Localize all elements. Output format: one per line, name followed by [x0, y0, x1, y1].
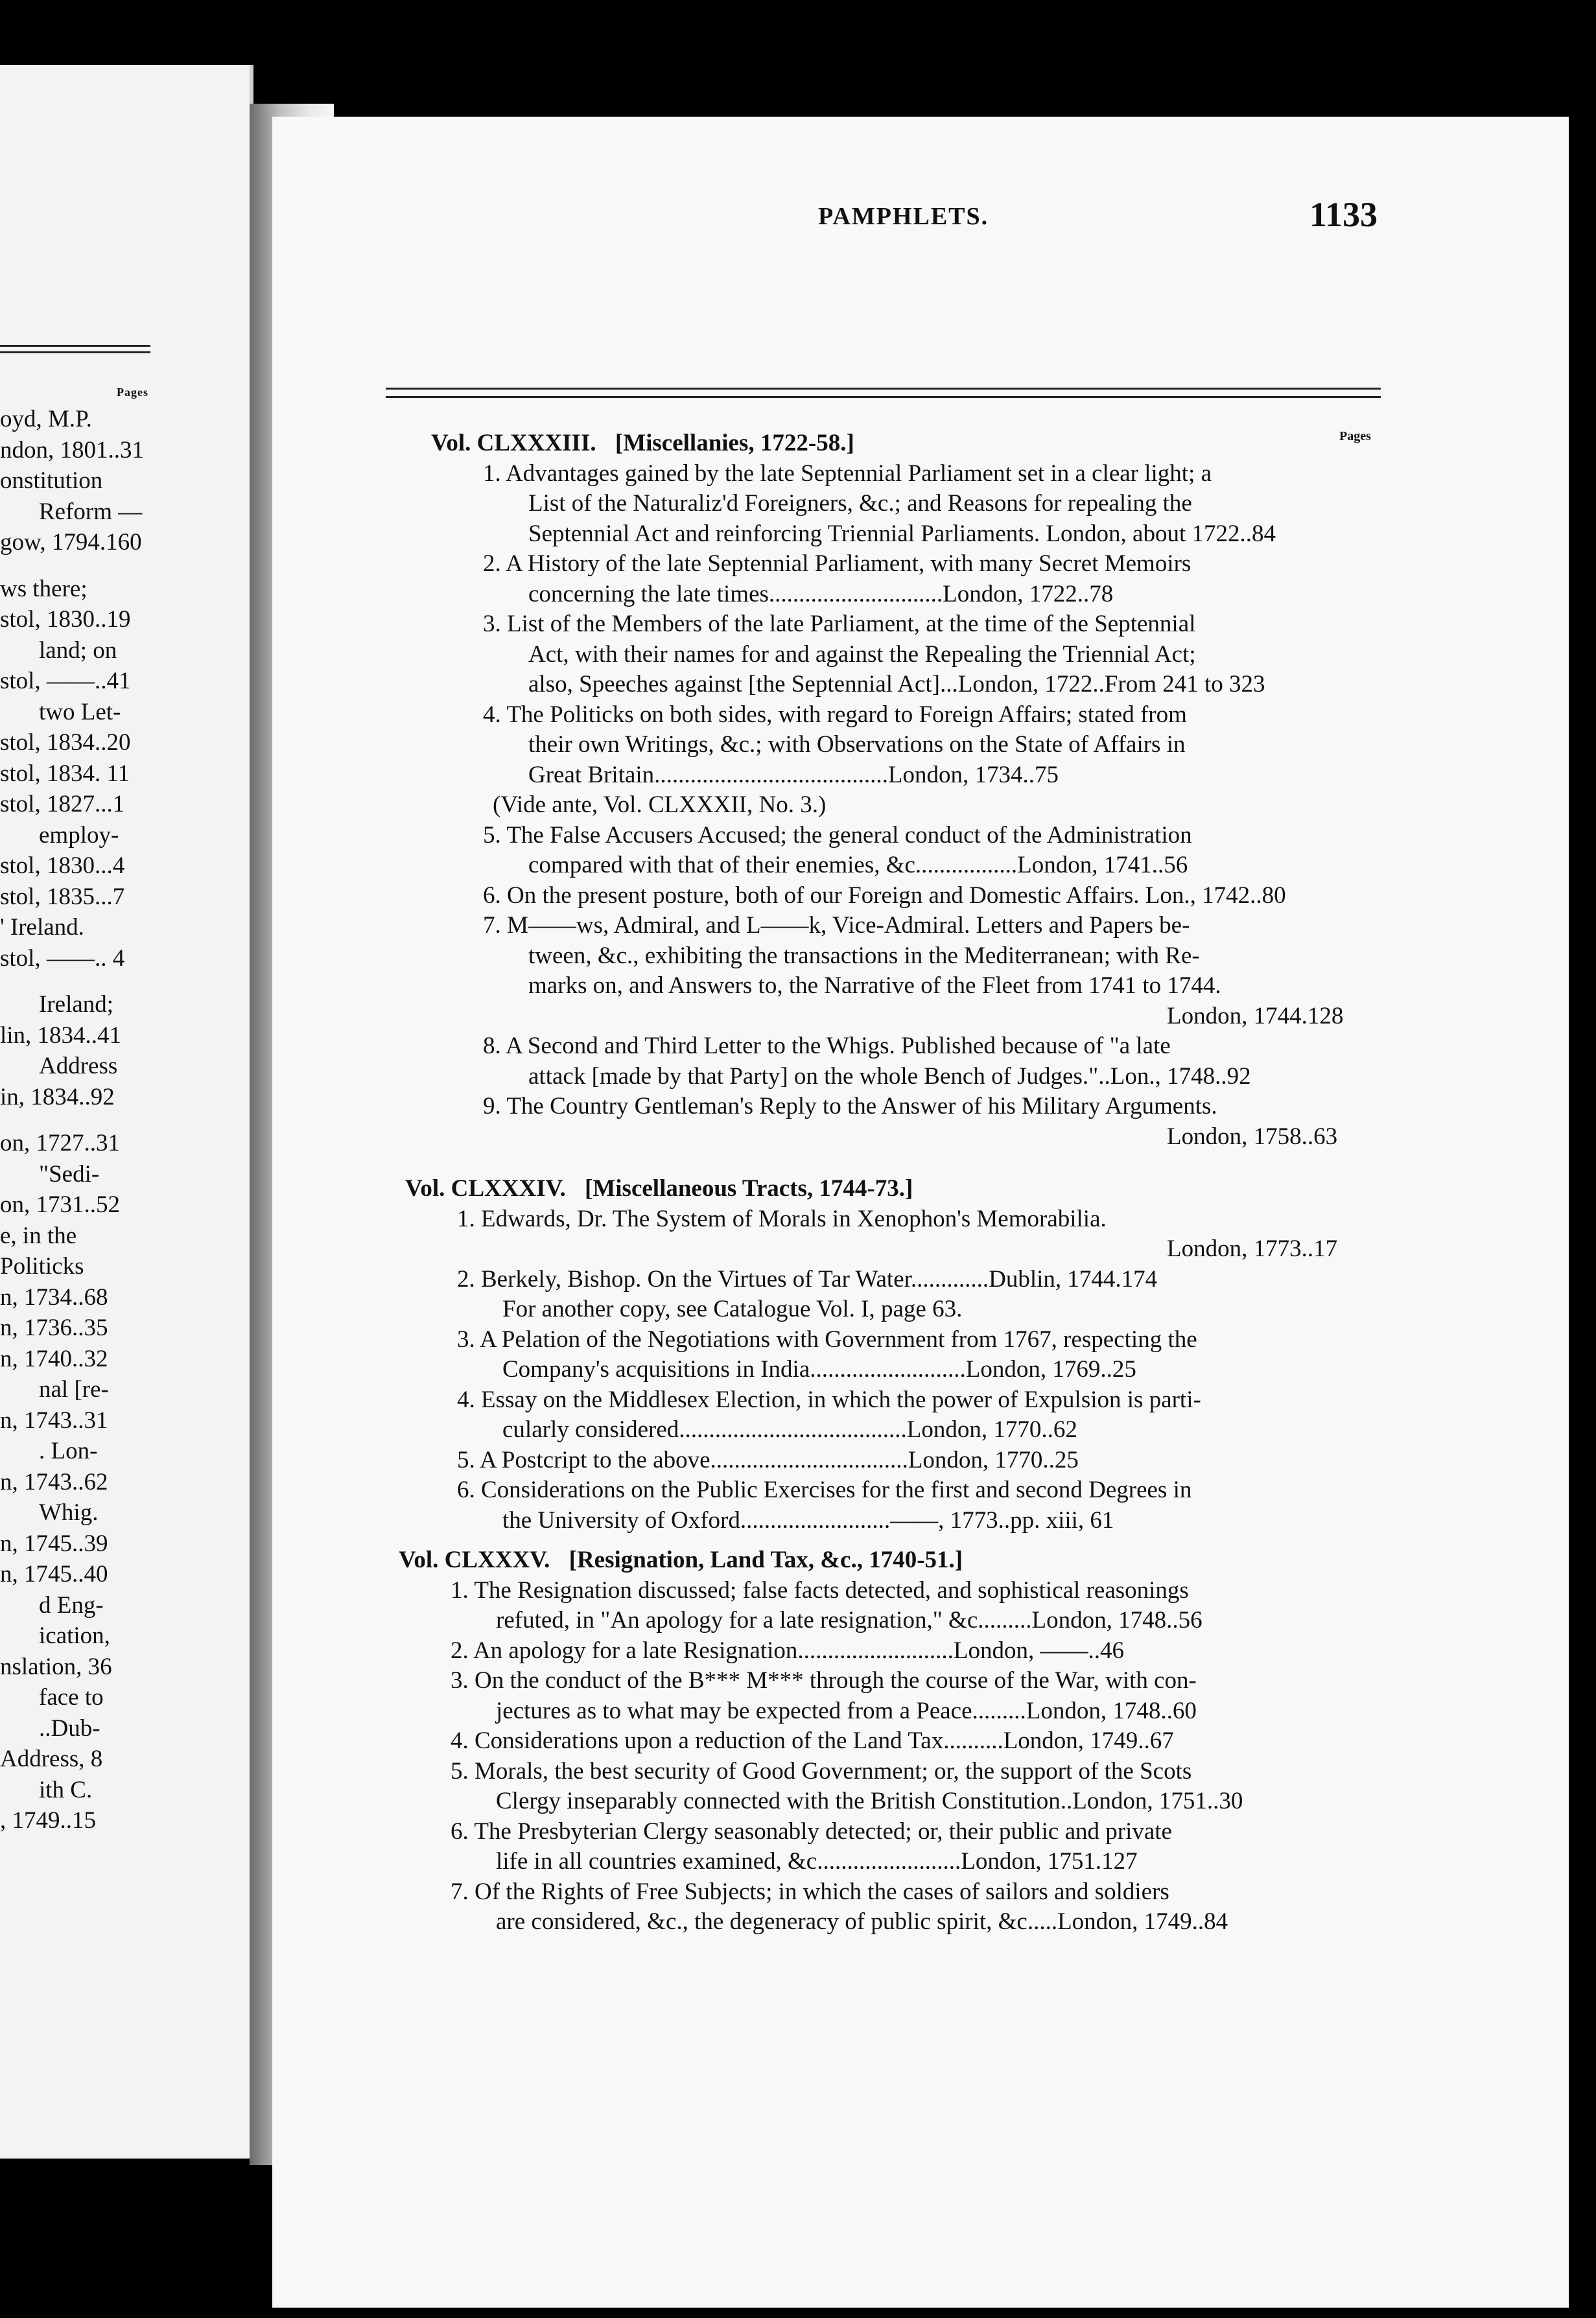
entry-line: are considered, &c., the degeneracy of public spirit, &c.....London, 1749..84: [496, 1908, 1228, 1935]
entry-line: 7. M——ws, Admiral, and L——k, Vice-Admiral. Letters and Papers be-: [483, 912, 1190, 939]
entry-line: 2. A History of the late Septennial Parliament, with many Secret Memoirs: [483, 550, 1191, 577]
left-page-line: Politicks: [0, 1253, 84, 1280]
left-page-line: . Lon-: [39, 1438, 98, 1464]
volume-number: Vol. CLXXXIII.: [431, 430, 596, 456]
entry-line: 2. Berkely, Bishop. On the Virtues of Tar Water.............Dublin, 1744.174: [457, 1265, 1158, 1293]
left-page-line: lin, 1834..41: [0, 1022, 122, 1049]
volume-title: [Miscellanies, 1722-58.]: [609, 430, 854, 456]
left-page-line: nal [re-: [39, 1376, 109, 1403]
entry-line: concerning the late times.............................London, 1722..78: [528, 580, 1114, 607]
volume-number: Vol. CLXXXV.: [399, 1547, 550, 1573]
entry-line: their own Writings, &c.; with Observations on the State of Affairs in: [528, 731, 1186, 758]
left-page-line: employ-: [39, 821, 119, 849]
volume-title: [Miscellaneous Tracts, 1744-73.]: [578, 1175, 913, 1202]
entry-line: 3. A Pelation of the Negotiations with Government from 1767, respecting the: [457, 1326, 1197, 1353]
entry-line: marks on, and Answers to, the Narrative of the Fleet from 1741 to 1744.: [528, 972, 1221, 999]
rule: [386, 388, 1381, 390]
entry-line: cularly considered......................................London, 1770..62: [502, 1416, 1077, 1443]
left-page-line: stol, 1834. 11: [0, 760, 130, 787]
left-page-line: e, in the: [0, 1222, 77, 1249]
left-page-line: land; on: [39, 637, 117, 664]
entry-line: 8. A Second and Third Letter to the Whigs. Published because of "a late: [483, 1033, 1171, 1059]
left-page-line: n, 1743..62: [0, 1468, 108, 1495]
left-page-line: "Sedi-: [39, 1160, 100, 1188]
pages-label: Pages: [1339, 429, 1371, 443]
left-page-line: stol, 1830..19: [0, 606, 131, 633]
left-page: [0, 65, 253, 2159]
volume-title: [Resignation, Land Tax, &c., 1740-51.]: [563, 1547, 963, 1573]
entry-line: 4. Considerations upon a reduction of the Land Tax..........London, 1749..67: [451, 1727, 1174, 1754]
entry-line: jectures as to what may be expected from a Peace.........London, 1748..60: [496, 1697, 1197, 1724]
left-page-line: two Let-: [39, 698, 121, 725]
entry-line: 4. The Politicks on both sides, with regard to Foreign Affairs; stated from: [483, 701, 1187, 728]
left-page-line: Address: [39, 1053, 118, 1079]
left-page-line: Ireland;: [39, 991, 114, 1018]
entry-line: London, 1758..63: [1167, 1123, 1338, 1150]
entry-line: the University of Oxford.........................——, 1773..pp. xiii, 61: [502, 1506, 1114, 1534]
volume-heading: [405, 1175, 913, 1202]
entry-line: 1. Advantages gained by the late Septennial Parliament set in a clear light; a: [483, 460, 1212, 487]
entry-line: Septennial Act and reinforcing Triennial Parliaments. London, about 1722..84: [528, 520, 1276, 547]
entry-line: Clergy inseparably connected with the British Constitution..London, 1751..30: [496, 1788, 1243, 1814]
left-page-line: oyd, M.P.: [0, 406, 92, 432]
rule: [0, 351, 150, 353]
running-title: PAMPHLETS.: [818, 203, 989, 230]
left-page-line: on, 1731..52: [0, 1191, 120, 1218]
volume-heading: [431, 429, 854, 457]
left-page-line: gow, 1794.160: [0, 529, 142, 556]
left-page-line: in, 1834..92: [0, 1083, 115, 1110]
entry-line: Act, with their names for and against the Repealing the Triennial Act;: [528, 640, 1196, 668]
entry-line: 9. The Country Gentleman's Reply to the Answer of his Military Arguments.: [483, 1093, 1217, 1119]
left-page-line: stol, 1827...1: [0, 791, 125, 817]
entry-line: 5. Morals, the best security of Good Government; or, the support of the Scots: [451, 1757, 1192, 1785]
left-page-line: on, 1727..31: [0, 1130, 120, 1156]
left-page-line: stol, 1830...4: [0, 852, 125, 879]
left-page-line: nslation, 36: [0, 1653, 112, 1680]
rule: [386, 396, 1381, 398]
volume-heading: [399, 1546, 963, 1574]
left-page-line: n, 1734..68: [0, 1283, 108, 1311]
entry-line: 7. Of the Rights of Free Subjects; in which the cases of sailors and soldiers: [451, 1878, 1169, 1905]
entry-line: London, 1773..17: [1167, 1235, 1338, 1262]
left-page-line: n, 1745..39: [0, 1530, 108, 1557]
entry-line: 5. The False Accusers Accused; the general conduct of the Administration: [483, 821, 1192, 849]
entry-line: Company's acquisitions in India..........................London, 1769..25: [502, 1356, 1136, 1383]
left-page-line: , 1749..15: [0, 1807, 96, 1834]
entry-line: 3. List of the Members of the late Parliament, at the time of the Septennial: [483, 611, 1196, 637]
entry-line: List of the Naturaliz'd Foreigners, &c.; and Reasons for repealing the: [528, 490, 1192, 517]
left-page-line: ndon, 1801..31: [0, 436, 144, 463]
left-page-line: stol, 1834..20: [0, 729, 131, 756]
entry-line: also, Speeches against [the Septennial Act]...London, 1722..From 241 to 323: [528, 671, 1265, 697]
entry-line: 2. An apology for a late Resignation..........................London, ——..46: [451, 1637, 1124, 1664]
entry-line: attack [made by that Party] on the whole Bench of Judges."..Lon., 1748..92: [528, 1062, 1251, 1090]
left-page-line: ..Dub-: [39, 1715, 100, 1742]
left-page-line: n, 1736..35: [0, 1315, 108, 1341]
rule: [0, 345, 150, 347]
entry-line: London, 1744.128: [1167, 1002, 1344, 1029]
left-page-line: ' Ireland.: [0, 914, 84, 941]
left-page-line: Whig.: [39, 1499, 99, 1526]
entry-line: For another copy, see Catalogue Vol. I, page 63.: [502, 1296, 963, 1322]
entry-line: compared with that of their enemies, &c.................London, 1741..56: [528, 852, 1188, 878]
left-page-line: stol, ——..41: [0, 668, 131, 694]
volume-number: Vol. CLXXXIV.: [405, 1175, 566, 1202]
entry-line: Great Britain.......................................London, 1734..75: [528, 761, 1059, 788]
left-page-line: ith C.: [39, 1776, 93, 1803]
left-page-line: d Eng-: [39, 1591, 104, 1619]
left-page-line: n, 1745..40: [0, 1561, 108, 1587]
entry-line: (Vide ante, Vol. CLXXXII, No. 3.): [493, 791, 827, 818]
entry-line: 3. On the conduct of the B*** M*** through the course of the War, with con-: [451, 1667, 1197, 1694]
left-page-line: stol, 1835...7: [0, 883, 125, 910]
entry-line: 1. Edwards, Dr. The System of Morals in Xenophon's Memorabilia.: [457, 1205, 1107, 1232]
entry-line: tween, &c., exhibiting the transactions in the Mediterranean; with Re-: [528, 942, 1200, 969]
pages-label: Pages: [117, 386, 148, 399]
left-page-line: stol, ——.. 4: [0, 944, 125, 972]
left-page-line: ication,: [39, 1622, 110, 1649]
page-number: 1133: [1309, 195, 1378, 234]
left-page-line: face to: [39, 1684, 104, 1711]
left-page-line: onstitution: [0, 467, 103, 494]
left-page-line: n, 1743..31: [0, 1407, 108, 1434]
left-page-line: Reform —: [39, 498, 143, 525]
entry-line: 1. The Resignation discussed; false facts detected, and sophistical reasonings: [451, 1576, 1189, 1604]
left-page-line: Address, 8: [0, 1746, 103, 1772]
left-page-line: n, 1740..32: [0, 1345, 108, 1372]
entry-line: 6. The Presbyterian Clergy seasonably detected; or, their public and private: [451, 1818, 1172, 1845]
entry-line: life in all countries examined, &c........................London, 1751.127: [496, 1848, 1138, 1875]
left-page-line: ws there;: [0, 575, 88, 602]
entry-line: refuted, in "An apology for a late resignation," &c.........London, 1748..56: [496, 1607, 1203, 1633]
entry-line: 5. A Postcript to the above.................................London, 1770..25: [457, 1446, 1079, 1473]
entry-line: 6. On the present posture, both of our Foreign and Domestic Affairs. Lon., 1742..80: [483, 882, 1286, 909]
entry-line: 4. Essay on the Middlesex Election, in which the power of Expulsion is parti-: [457, 1386, 1201, 1413]
entry-line: 6. Considerations on the Public Exercises for the first and second Degrees in: [457, 1477, 1192, 1503]
